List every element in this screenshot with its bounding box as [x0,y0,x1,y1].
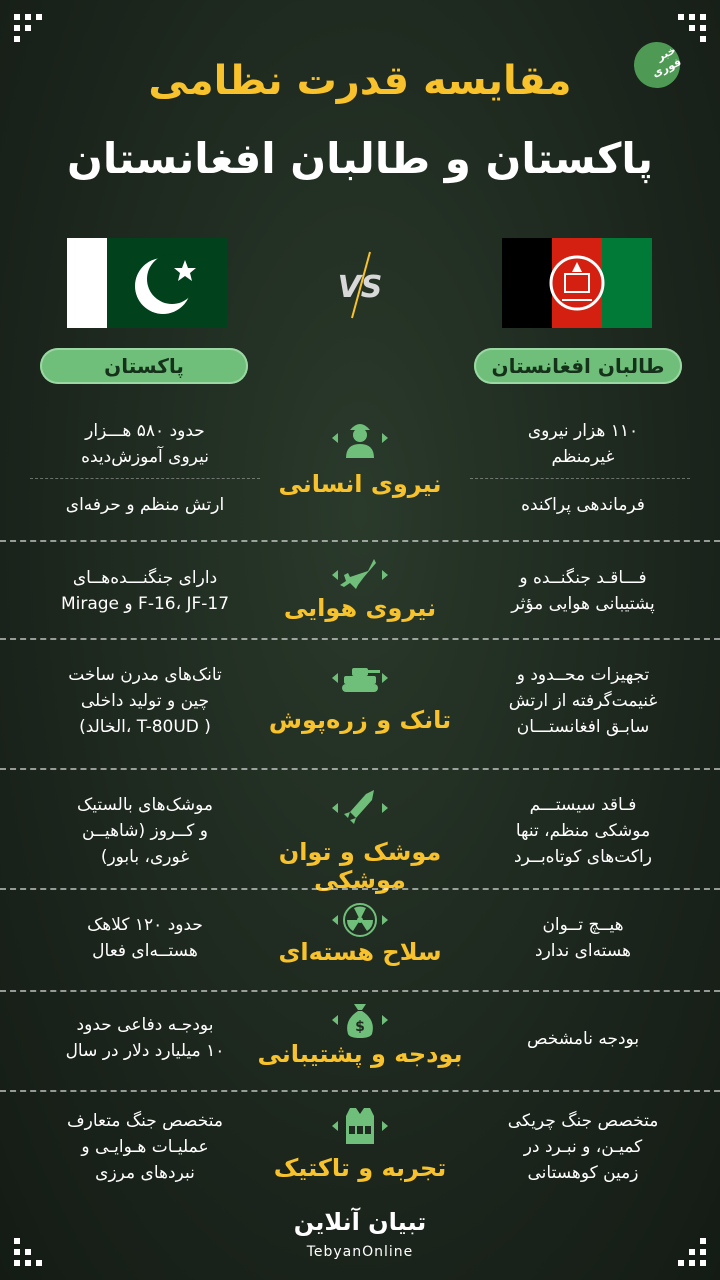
money-bag-icon [310,998,410,1042]
cell-line: بودجه نامشخص [526,1029,640,1049]
category-nuclear: سلاح هسته‌ای [278,938,442,966]
category-airforce: نیروی هوایی [283,594,437,622]
soldier-icon [310,416,410,460]
cell-line: راکت‌های کوتاه‌بــرد [514,847,652,867]
cell-line: ۱۰ میلیارد دلار در سال [65,1041,225,1061]
row-experience-right [468,1108,698,1186]
cell-line: و کــروز (شاهیــن [82,821,208,841]
cell-line: تجهیزات محــدود و [516,665,650,685]
cell-line: کمیـن، و نبـرد در [523,1137,643,1157]
corner-dots-icon [678,14,706,42]
row-manpower-left-2: ارتش منظم و حرفه‌ای [65,495,225,515]
taliban-label: طالبان افغانستان [474,348,682,384]
cell-line: نیروی آموزش‌دیده [81,447,209,467]
svg-text:VS: VS [337,270,383,305]
footer-brand-fa: تبیان آنلاین [293,1208,427,1236]
news-badge-logo: خبر فوری [626,34,687,95]
row-airforce-right [468,565,698,617]
cell-line: غنیمت‌گرفته از ارتش [508,691,658,711]
versus-icon [330,250,390,320]
cell-line: حدود ۱۲۰ کلاهک [87,915,203,935]
cell-separator [30,478,260,479]
cell-line: غیرمنظم [551,447,615,467]
row-divider [0,990,720,994]
cell-line: هسته‌ای ندارد [535,941,631,961]
cell-line: زمین کوهستانی [527,1163,639,1183]
row-budget-left [30,1012,260,1064]
row-divider [0,540,720,544]
cell-line: ( T-80UD ،الخالد) [79,717,211,737]
row-divider [0,888,720,892]
corner-dots-icon [14,14,42,42]
row-divider [0,1090,720,1094]
cell-line: ۱۱۰ هزار نیروی [527,421,639,441]
footer-brand-en: TebyanOnline [306,1244,414,1260]
missile-icon [310,786,410,830]
category-tanks: تانک و زره‌پوش [268,706,452,734]
row-manpower-right-2: فرماندهی پراکنده [521,495,645,515]
cell-line: فـــاقـد جنگنــده و [519,568,647,588]
cell-line: حدود ۵۸۰ هـــزار [85,421,205,441]
cell-line: دارای جنگنـــده‌هــای [72,568,218,588]
cell-line: بودجـه دفاعی حدود [76,1015,214,1035]
title-line-2: پاکستان و طالبان افغانستان [67,134,653,183]
cell-line: هیــچ تــوان [542,915,624,935]
pakistan-flag-icon [67,238,227,328]
cell-line: فـاقد سیستـــم [529,795,637,815]
category-experience: تجربه و تاکتیک [273,1154,447,1182]
cell-line: پشتیبانی هوایی مؤثر [511,594,655,614]
row-manpower-left [30,418,260,470]
row-divider [0,768,720,772]
row-tanks-left [30,662,260,740]
nuclear-icon [310,898,410,942]
pakistan-label: پاکستان [40,348,248,384]
cell-line: هستــه‌ای فعال [92,941,198,961]
cell-line: موشک‌های بالستیک [77,795,213,815]
row-budget-right [468,1026,698,1052]
row-tanks-right [468,662,698,740]
cell-line: F-16، JF-17 و Mirage [60,594,230,614]
row-airforce-left [30,565,260,617]
category-budget: بودجه و پشتیبانی [257,1040,463,1068]
cell-line: تانک‌های مدرن ساخت [68,665,222,685]
afghanistan-flag-icon [502,238,652,328]
row-nuclear-left [30,912,260,964]
fighter-jet-icon [310,553,410,597]
category-missiles: موشک و توان موشکی [278,838,442,894]
cell-line: متخصص جنگ چریکی [507,1111,659,1131]
cell-line: موشکی منظم، تنها [515,821,651,841]
row-missiles-left [30,792,260,870]
cell-line: نبردهای مرزی [95,1163,195,1183]
title-line-1: مقایسه قدرت نظامی [148,58,572,104]
row-experience-left [30,1108,260,1186]
row-manpower-right [468,418,698,470]
vest-icon [310,1104,410,1148]
cell-line: چین و تولید داخلی [80,691,210,711]
row-missiles-right [468,792,698,870]
row-divider [0,638,720,642]
cell-line: عملیـات هـوایـی و [81,1137,209,1157]
cell-line: متخصص جنگ متعارف [67,1111,223,1131]
cell-line: غوری، بابور) [100,847,190,867]
category-manpower: نیروی انسانی [278,470,442,498]
svg-text:$: $ [355,1019,365,1035]
cell-separator [470,478,690,479]
tank-icon [310,656,410,700]
row-nuclear-right [468,912,698,964]
cell-line: سابـق افغانستـــان [516,717,650,737]
